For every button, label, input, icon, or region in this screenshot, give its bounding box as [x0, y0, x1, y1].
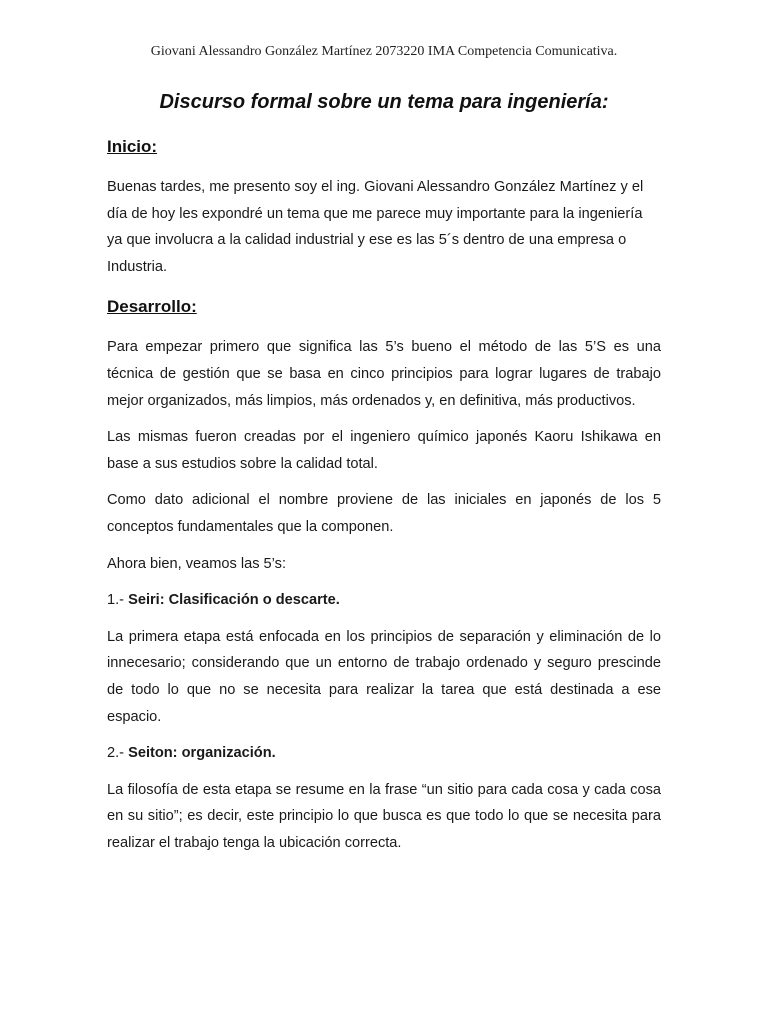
list-item-name: Seiton: organización.: [128, 745, 276, 762]
list-item-number: 2.-: [107, 745, 129, 762]
list-item-heading: [107, 740, 661, 767]
desarrollo-paragraph-1: Para empezar primero que significa las 5’s bueno el método de las 5’S es una técnica de gestión que se basa en cinco principios para lograr lugares de trabajo mejor organizados, más limpios, más ordenados y, en definitiva, más productivos.: [107, 339, 661, 409]
section-heading-desarrollo: Desarrollo:: [107, 297, 197, 317]
page-header: Giovani Alessandro González Martínez 2073220 IMA Competencia Comunicativa.: [150, 44, 618, 59]
section-heading-inicio: Inicio:: [107, 137, 158, 156]
desarrollo-paragraph-2: Las mismas fueron creadas por el ingeniero químico japonés Kaoru Ishikawa en base a sus estudios sobre la calidad total.: [107, 429, 661, 472]
inicio-paragraph: Buenas tardes, me presento soy el ing. Giovani Alessandro González Martínez y el día de hoy les expondré un tema que me parece muy importante para la ingeniería ya que involucra a la calidad industrial y ese es las 5´s dentro de una empresa o Industria.: [107, 179, 644, 275]
list-item-description: La primera etapa está enfocada en los principios de separación y eliminación de lo innecesario; considerando que un entorno de trabajo ordenado y seguro prescinde de todo lo que no se necesita para realizar la tarea que está destinada a ese espacio.: [107, 628, 661, 725]
list-item-name: Seiri: Clasificación o descarte.: [128, 592, 340, 609]
desarrollo-paragraph-4: Ahora bien, veamos las 5’s:: [107, 555, 287, 572]
list-item-heading: [107, 587, 661, 614]
list-item-number: 1.-: [107, 592, 129, 609]
desarrollo-paragraph-3: Como dato adicional el nombre proviene de las iniciales en japonés de los 5 conceptos fundamentales que la componen.: [107, 492, 661, 535]
document-body: [107, 134, 661, 866]
list-item-description: La filosofía de esta etapa se resume en la frase “un sitio para cada cosa y cada cosa en su sitio”; es decir, este principio lo que busca es que todo lo que se necesita para realizar el trabajo tenga la ubicación correcta.: [107, 781, 661, 851]
document-title: Discurso formal sobre un tema para ingeniería:: [159, 91, 609, 113]
